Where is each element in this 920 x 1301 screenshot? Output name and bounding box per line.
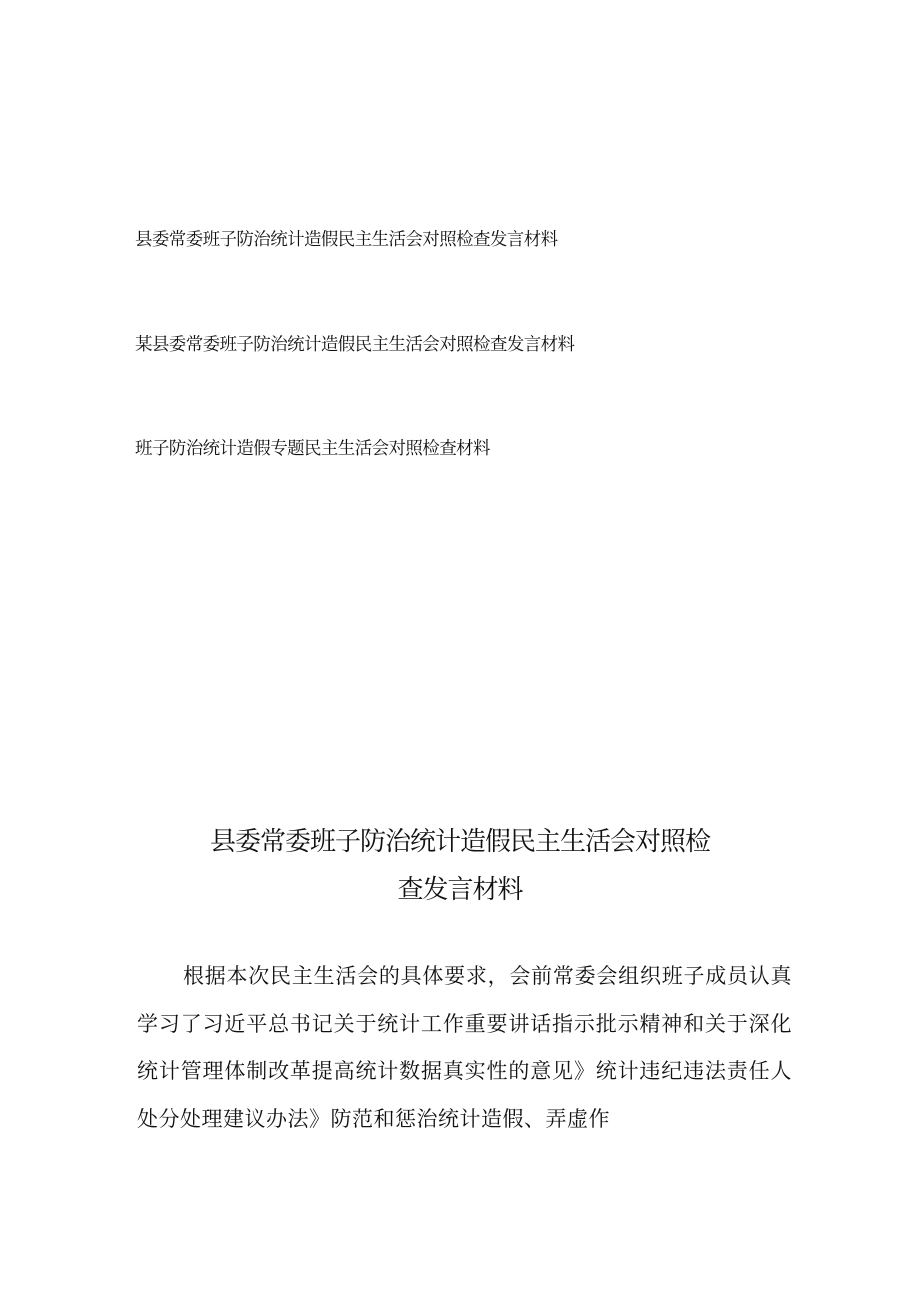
toc-item-2: 某县委常委班子防治统计造假民主生活会对照检查发言材料 [135, 335, 575, 355]
toc-item-3: 班子防治统计造假专题民主生活会对照检查材料 [135, 439, 490, 459]
document-title-line-1: 县委常委班子防治统计造假民主生活会对照检 [209, 827, 710, 857]
document-title-line-2: 查发言材料 [397, 875, 523, 905]
toc-item-1: 县委常委班子防治统计造假民主生活会对照检查发言材料 [135, 230, 558, 250]
document-title [0, 818, 920, 914]
body-paragraph: 根据本次民主生活会的具体要求，会前常委会组织班子成员认真学习了习近平总书记关于统计工作重要讲话指示批示精神和关于深化统计管理体制改革提高统计数据真实性的意见》统计违纪违法责任人处分处理建议办法》防范和惩治统计造假、弄虚作 [137, 964, 792, 1131]
